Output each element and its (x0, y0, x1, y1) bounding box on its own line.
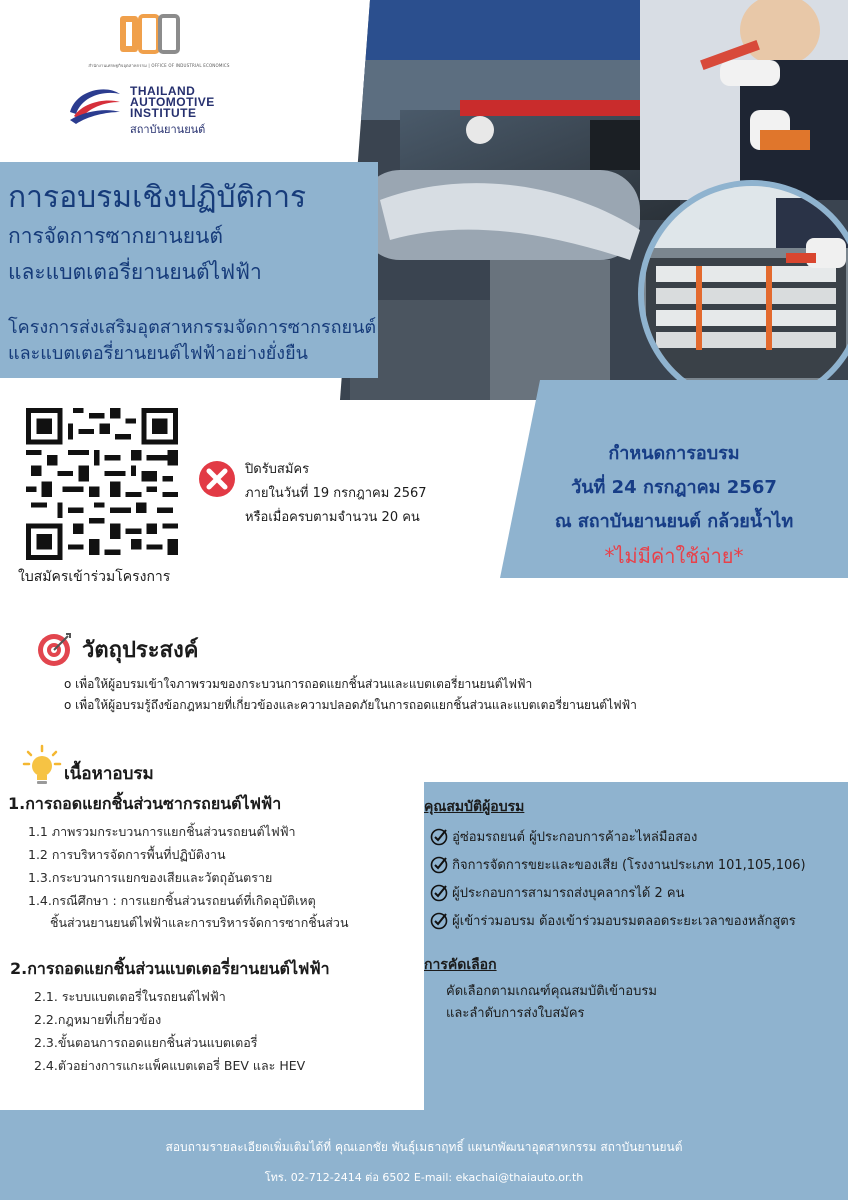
check-circle-icon (430, 828, 448, 846)
schedule-title: กำหนดการอบรม (608, 443, 740, 464)
schedule-place: ณ สถาบันยานยนต์ กล้วยน้ำไท (554, 511, 794, 532)
registration-close-date: ภายในวันที่ 19 กรกฎาคม 2567 (245, 486, 427, 501)
qualification-item (430, 910, 796, 930)
qualification-text: กิจการจัดการขยะและของเสีย (โรงงานประเภท 101,105,106) (452, 858, 806, 873)
project-name-line1: โครงการส่งเสริมอุตสาหกรรมจัดการซากรถยนต์ (8, 317, 377, 338)
section2-heading: 2.การถอดแยกชิ้นส่วนแบตเตอรี่ยานยนต์ไฟฟ้า (10, 959, 330, 978)
project-name-line2: และแบตเตอรี่ยานยนต์ไฟฟ้าอย่างยั่งยืน (8, 343, 308, 364)
oie-logo (118, 14, 182, 58)
target-icon (36, 632, 72, 668)
qualification-item (430, 826, 697, 846)
registration-close-label: ปิดรับสมัคร (245, 462, 310, 477)
check-circle-icon (430, 856, 448, 874)
title-subtitle-line2: และแบตเตอรี่ยานยนต์ไฟฟ้า (8, 260, 262, 284)
objectives-heading: วัตถุประสงค์ (82, 638, 199, 663)
lightbulb-icon (22, 744, 62, 788)
section1-item: 1.1 ภาพรวมกระบวนการแยกชิ้นส่วนรถยนต์ไฟฟ้า (28, 824, 296, 839)
objective-item: o เพื่อให้ผู้อบรมรู้ถึงข้อกฎหมายที่เกี่ยวข้องและความปลอดภัยในการถอดแยกชิ้นส่วนและแบตเตอรี่ยานยนต์ไฟฟ้า (64, 698, 637, 712)
qualifications-heading: คุณสมบัติผู้อบรม (424, 799, 525, 815)
tai-logo-swoosh (66, 84, 122, 124)
title-subtitle-line1: การจัดการซากยานยนต์ (8, 224, 224, 248)
content-heading: เนื้อหาอบรม (64, 764, 154, 784)
qualification-text: อู่ซ่อมรถยนต์ ผู้ประกอบการค้าอะไหล่มือสอง (452, 830, 698, 845)
section1-item: ชิ้นส่วนยานยนต์ไฟฟ้าและการบริหารจัดการซากชิ้นส่วน (50, 915, 349, 930)
registration-qr-code[interactable] (26, 408, 178, 560)
section2-item: 2.3.ขั้นตอนการถอดแยกชิ้นส่วนแบตเตอรี่ (34, 1035, 258, 1050)
footer-phone-email: โทร. 02-712-2414 ต่อ 6502 E-mail: ekachai@thaiauto.or.th (264, 1171, 584, 1184)
section2-item: 2.4.ตัวอย่างการแกะแพ็คแบตเตอรี่ BEV และ HEV (34, 1058, 306, 1073)
tai-name-line2: AUTOMOTIVE (130, 95, 215, 109)
qr-caption: ใบสมัครเข้าร่วมโครงการ (18, 569, 171, 585)
selection-heading: การคัดเลือก (424, 957, 497, 973)
selection-criteria-line1: คัดเลือกตามเกณฑ์คุณสมบัติเข้าอบรม (446, 984, 657, 999)
check-circle-icon (430, 912, 448, 930)
close-icon (198, 460, 236, 498)
section1-item: 1.3.กระบวนการแยกของเสียและวัตถุอันตราย (28, 870, 273, 885)
tai-name-line3: INSTITUTE (130, 106, 197, 120)
battery-pack-photo (636, 178, 848, 410)
tai-name-thai: สถาบันยานยนต์ (130, 123, 206, 136)
check-circle-icon (430, 884, 448, 902)
qualification-item (430, 882, 684, 902)
section2-item: 2.2.กฎหมายที่เกี่ยวข้อง (34, 1012, 162, 1027)
tai-name-line1: THAILAND (130, 84, 196, 98)
qualification-text: ผู้ประกอบการสามารถส่งบุคลากรได้ 2 คน (452, 886, 685, 901)
section2-item: 2.1. ระบบแบตเตอรี่ในรถยนต์ไฟฟ้า (34, 989, 226, 1004)
registration-close-quota: หรือเมื่อครบตามจำนวน 20 คน (245, 510, 420, 525)
oie-caption: สำนักงานเศรษฐกิจอุตสาหกรรม | OFFICE OF INDUSTRIAL ECONOMICS (88, 63, 230, 68)
section1-heading: 1.การถอดแยกชิ้นส่วนซากรถยนต์ไฟฟ้า (8, 794, 282, 813)
schedule-free-note: *ไม่มีค่าใช้จ่าย* (604, 544, 744, 568)
section1-item: 1.2 การบริหารจัดการพื้นที่ปฏิบัติงาน (28, 847, 226, 862)
qualification-text: ผู้เข้าร่วมอบรม ต้องเข้าร่วมอบรมตลอดระยะเวลาของหลักสูตร (452, 914, 796, 929)
qualification-item (430, 854, 806, 874)
page-title: การอบรมเชิงปฏิบัติการ (8, 180, 307, 215)
section1-item: 1.4.กรณีศึกษา : การแยกชิ้นส่วนรถยนต์ที่เกิดอุบัติเหตุ (28, 893, 316, 908)
selection-criteria-line2: และลำดับการส่งใบสมัคร (446, 1006, 585, 1021)
footer-contact: สอบถามรายละเอียดเพิ่มเติมได้ที่ คุณเอกชัย พันธุ์เมธาฤทธิ์ แผนกพัฒนาอุตสาหกรรม สถาบันยานยนต์ (165, 1140, 683, 1154)
schedule-date: วันที่ 24 กรกฎาคม 2567 (571, 477, 777, 498)
objective-item: o เพื่อให้ผู้อบรมเข้าใจภาพรวมของกระบวนการถอดแยกชิ้นส่วนและแบตเตอรี่ยานยนต์ไฟฟ้า (64, 677, 533, 691)
